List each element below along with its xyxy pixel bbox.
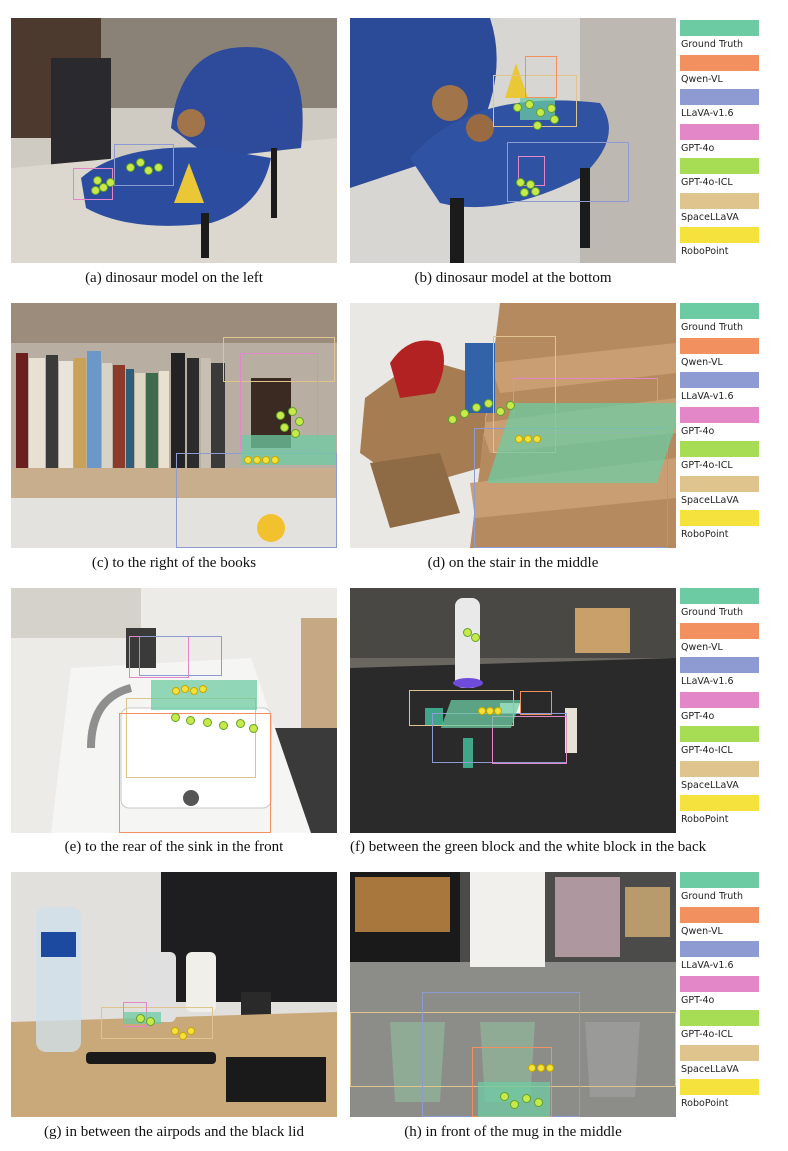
panel-h (350, 872, 676, 1117)
legend-swatch (680, 372, 759, 388)
legend-label: GPT-4o-ICL (681, 1029, 733, 1040)
legend-swatch (680, 1045, 759, 1061)
point (547, 104, 556, 113)
point (199, 685, 207, 693)
point (496, 407, 505, 416)
point (271, 456, 279, 464)
point (533, 121, 542, 130)
legend-swatch (680, 1079, 759, 1095)
caption-a: (a) dinosaur model on the left (85, 270, 263, 286)
legend-row-4 (680, 872, 760, 1112)
point (484, 399, 493, 408)
legend-row-1 (680, 20, 760, 260)
legend-swatch (680, 623, 759, 639)
point (136, 1014, 145, 1023)
legend-swatch (680, 872, 759, 888)
caption-b: (b) dinosaur model at the bottom (414, 270, 612, 286)
legend-label: GPT-4o-ICL (681, 460, 733, 471)
caption-e: (e) to the rear of the sink in the front (64, 839, 284, 855)
legend-label: LLaVA-v1.6 (681, 391, 734, 402)
panel-d (350, 303, 676, 548)
point (486, 707, 494, 715)
legend-label: SpaceLLaVA (681, 779, 739, 791)
point (154, 163, 163, 172)
legend-label: SpaceLLaVA (681, 494, 739, 506)
qwen-box (119, 713, 271, 833)
caption-g: (g) in between the airpods and the black lid (44, 1124, 304, 1140)
legend-swatch (680, 303, 759, 319)
point (146, 1017, 155, 1026)
legend-label: GPT-4o (681, 142, 715, 154)
legend-swatch (680, 1010, 759, 1026)
legend-swatch (680, 158, 759, 174)
point (471, 633, 480, 642)
point (510, 1100, 519, 1109)
legend-label: Ground Truth (681, 322, 744, 333)
point (91, 186, 100, 195)
legend-label: SpaceLLaVA (681, 1063, 739, 1075)
point (525, 100, 534, 109)
caption-f: (f) between the green block and the white block in the back (350, 839, 707, 855)
point (190, 687, 198, 695)
point (253, 456, 261, 464)
legend-label: RoboPoint (681, 246, 729, 257)
qwen-box (520, 691, 552, 715)
caption-c: (c) to the right of the books (91, 555, 257, 571)
point (236, 719, 245, 728)
legend-label: Qwen-VL (681, 356, 723, 368)
legend-label: RoboPoint (681, 1098, 729, 1109)
legend-swatch (680, 692, 759, 708)
panel-c (11, 303, 337, 548)
point (291, 429, 300, 438)
photo-b (350, 18, 676, 263)
legend-label: Qwen-VL (681, 925, 723, 937)
point (249, 724, 258, 733)
point (171, 1027, 179, 1035)
legend-swatch (680, 510, 759, 526)
point (186, 716, 195, 725)
point (181, 685, 189, 693)
point (219, 721, 228, 730)
legend-swatch (680, 907, 759, 923)
legend-swatch (680, 726, 759, 742)
panel-f (350, 588, 676, 833)
legend-swatch (680, 476, 759, 492)
point (494, 707, 502, 715)
legend-label: LLaVA-v1.6 (681, 108, 734, 119)
point (534, 1098, 543, 1107)
legend-swatch (680, 657, 759, 673)
point (288, 407, 297, 416)
legend-label: Qwen-VL (681, 641, 723, 653)
qwen-box (525, 56, 557, 98)
point (280, 423, 289, 432)
legend-label: Ground Truth (681, 891, 744, 902)
point (244, 456, 252, 464)
point (546, 1064, 554, 1072)
point (513, 103, 522, 112)
caption-h: (h) in front of the mug in the middle (404, 1124, 622, 1140)
point (106, 178, 115, 187)
point (524, 435, 532, 443)
legend-swatch (680, 407, 759, 423)
panel-e (11, 588, 337, 833)
ground-truth-area (487, 403, 676, 483)
point (203, 718, 212, 727)
legend-swatch (680, 761, 759, 777)
point (536, 108, 545, 117)
legend-swatch (680, 941, 759, 957)
point (262, 456, 270, 464)
point (172, 687, 180, 695)
point (460, 409, 469, 418)
point (171, 713, 180, 722)
legend-swatch (680, 227, 759, 243)
panel-a (11, 18, 337, 263)
legend-swatch (680, 441, 759, 457)
point (187, 1027, 195, 1035)
legend-label: GPT-4o (681, 710, 715, 722)
legend-label: SpaceLLaVA (681, 211, 739, 223)
point (472, 403, 481, 412)
point (276, 411, 285, 420)
photo-a (11, 18, 337, 263)
legend-row-2 (680, 303, 760, 543)
point (515, 435, 523, 443)
legend-label: GPT-4o (681, 994, 715, 1006)
legend-swatch (680, 89, 759, 105)
llava-box (176, 453, 337, 548)
legend-label: LLaVA-v1.6 (681, 960, 734, 971)
point (126, 163, 135, 172)
legend-row-3 (680, 588, 760, 828)
legend-label: Ground Truth (681, 39, 744, 50)
legend-swatch (680, 20, 759, 36)
caption-d: (d) on the stair in the middle (427, 555, 599, 571)
legend-swatch (680, 588, 759, 604)
point (144, 166, 153, 175)
legend-swatch (680, 338, 759, 354)
point (179, 1032, 187, 1040)
legend-label: GPT-4o-ICL (681, 177, 733, 188)
legend-swatch (680, 193, 759, 209)
point (528, 1064, 536, 1072)
point (516, 178, 525, 187)
point (295, 417, 304, 426)
point (522, 1094, 531, 1103)
legend-label: Qwen-VL (681, 73, 723, 85)
point (136, 158, 145, 167)
panel-g (11, 872, 337, 1117)
legend-label: LLaVA-v1.6 (681, 676, 734, 687)
point (520, 188, 529, 197)
legend-swatch (680, 55, 759, 71)
point (500, 1092, 509, 1101)
point (531, 187, 540, 196)
photo-g (11, 872, 337, 1117)
legend-label: GPT-4o-ICL (681, 745, 733, 756)
legend-label: Ground Truth (681, 607, 744, 618)
legend-swatch (680, 795, 759, 811)
point (478, 707, 486, 715)
legend-label: RoboPoint (681, 529, 729, 540)
legend-swatch (680, 124, 759, 140)
legend-label: RoboPoint (681, 814, 729, 825)
legend-label: GPT-4o (681, 425, 715, 437)
llava-box (139, 636, 222, 676)
point (448, 415, 457, 424)
panel-b (350, 18, 676, 263)
point (550, 115, 559, 124)
point (506, 401, 515, 410)
point (537, 1064, 545, 1072)
point (533, 435, 541, 443)
legend-swatch (680, 976, 759, 992)
